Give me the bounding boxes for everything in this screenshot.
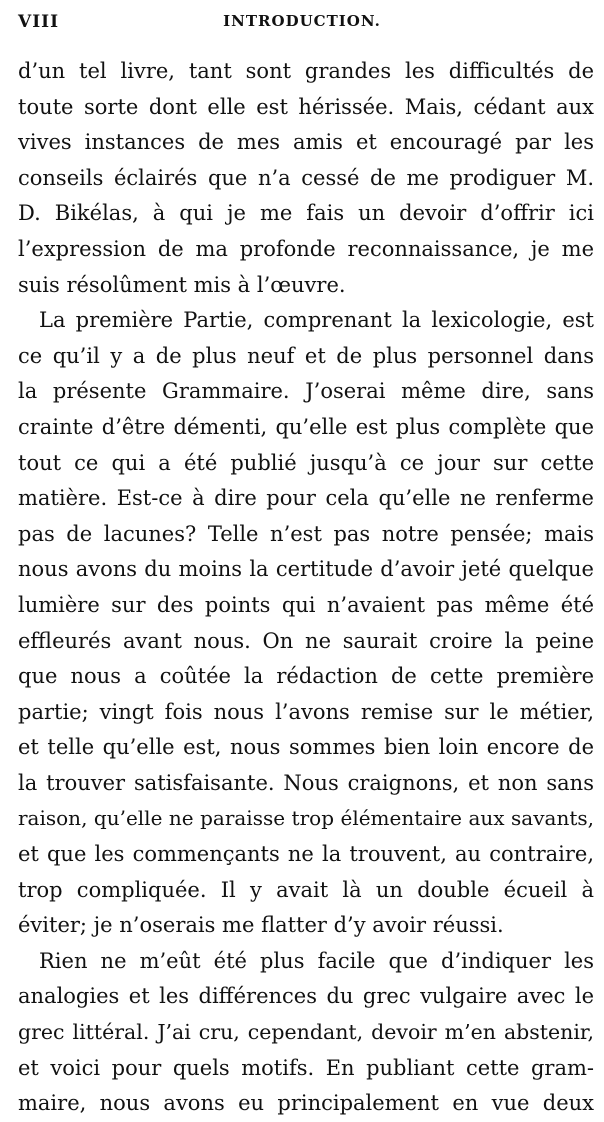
text-line: partie; vingt fois nous l’avons remise sur le métier, [18,699,594,724]
text-line: La première Partie, comprenant la lexicologie, est [39,308,594,333]
text-line: analogies et les différences du grec vulgaire avec le [18,984,594,1009]
text-line: vives instances de mes amis et encouragé par les [18,130,594,155]
paragraph-3 [18,944,594,1122]
text-line: grec littéral. J’ai cru, cependant, devoir m’en abstenir, [18,1020,594,1045]
text-line: matière. Est-ce à dire pour cela qu’elle ne renferme [18,486,594,511]
body-text [18,54,594,1122]
text-line: ce qu’il y a de plus neuf et de plus personnel dans [18,343,594,368]
paragraph-2 [18,303,594,944]
text-line: raison, qu’elle ne paraisse trop élémentaire aux savants, [18,806,594,831]
text-line: et telle qu’elle est, nous sommes bien loin encore de [18,735,594,760]
text-line: nous avons du moins la certitude d’avoir jeté quelque [18,557,594,582]
text-line: suis résolûment mis à l’œuvre. [18,272,346,297]
text-line: conseils éclairés que n’a cessé de me prodiguer M. [18,165,594,190]
running-title: INTRODUCTION. [223,12,381,30]
paragraph-1 [18,54,594,303]
text-line: trop compliquée. Il y avait là un double écueil à [18,877,594,902]
text-line: et voici pour quels motifs. En publiant cette gram- [18,1055,594,1080]
text-line: éviter; je n’oserais me flatter d’y avoir réussi. [18,913,504,938]
text-line: d’un tel livre, tant sont grandes les difficultés de [18,59,594,83]
page-header [0,0,604,60]
text-line: l’expression de ma profonde reconnaissance, je me [18,236,594,261]
text-line: pas de lacunes? Telle n’est pas notre pensée; mais [18,521,594,546]
text-line: Rien ne m’eût été plus facile que d’indiquer les [39,948,594,973]
text-line: maire, nous avons eu principalement en vue deux [18,1091,594,1116]
text-line: D. Bikélas, à qui je me fais un devoir d’offrir ici [18,201,594,226]
text-line: lumière sur des points qui n’avaient pas même été [18,592,594,617]
text-line: toute sorte dont elle est hérissée. Mais, cédant aux [18,94,594,119]
text-line: et que les commençants ne la trouvent, au contraire, [18,842,594,867]
text-line: crainte d’être démenti, qu’elle est plus complète que [18,414,594,439]
text-line: que nous a coûtée la rédaction de cette première [18,664,594,689]
text-line: la trouver satisfaisante. Nous craignons, et non sans [18,770,594,795]
text-line: effleurés avant nous. On ne saurait croire la peine [18,628,594,653]
text-line: tout ce qui a été publié jusqu’à ce jour sur cette [18,450,594,475]
text-line: la présente Grammaire. J’oserai même dire, sans [18,379,594,404]
page-number: VIII [18,12,60,32]
